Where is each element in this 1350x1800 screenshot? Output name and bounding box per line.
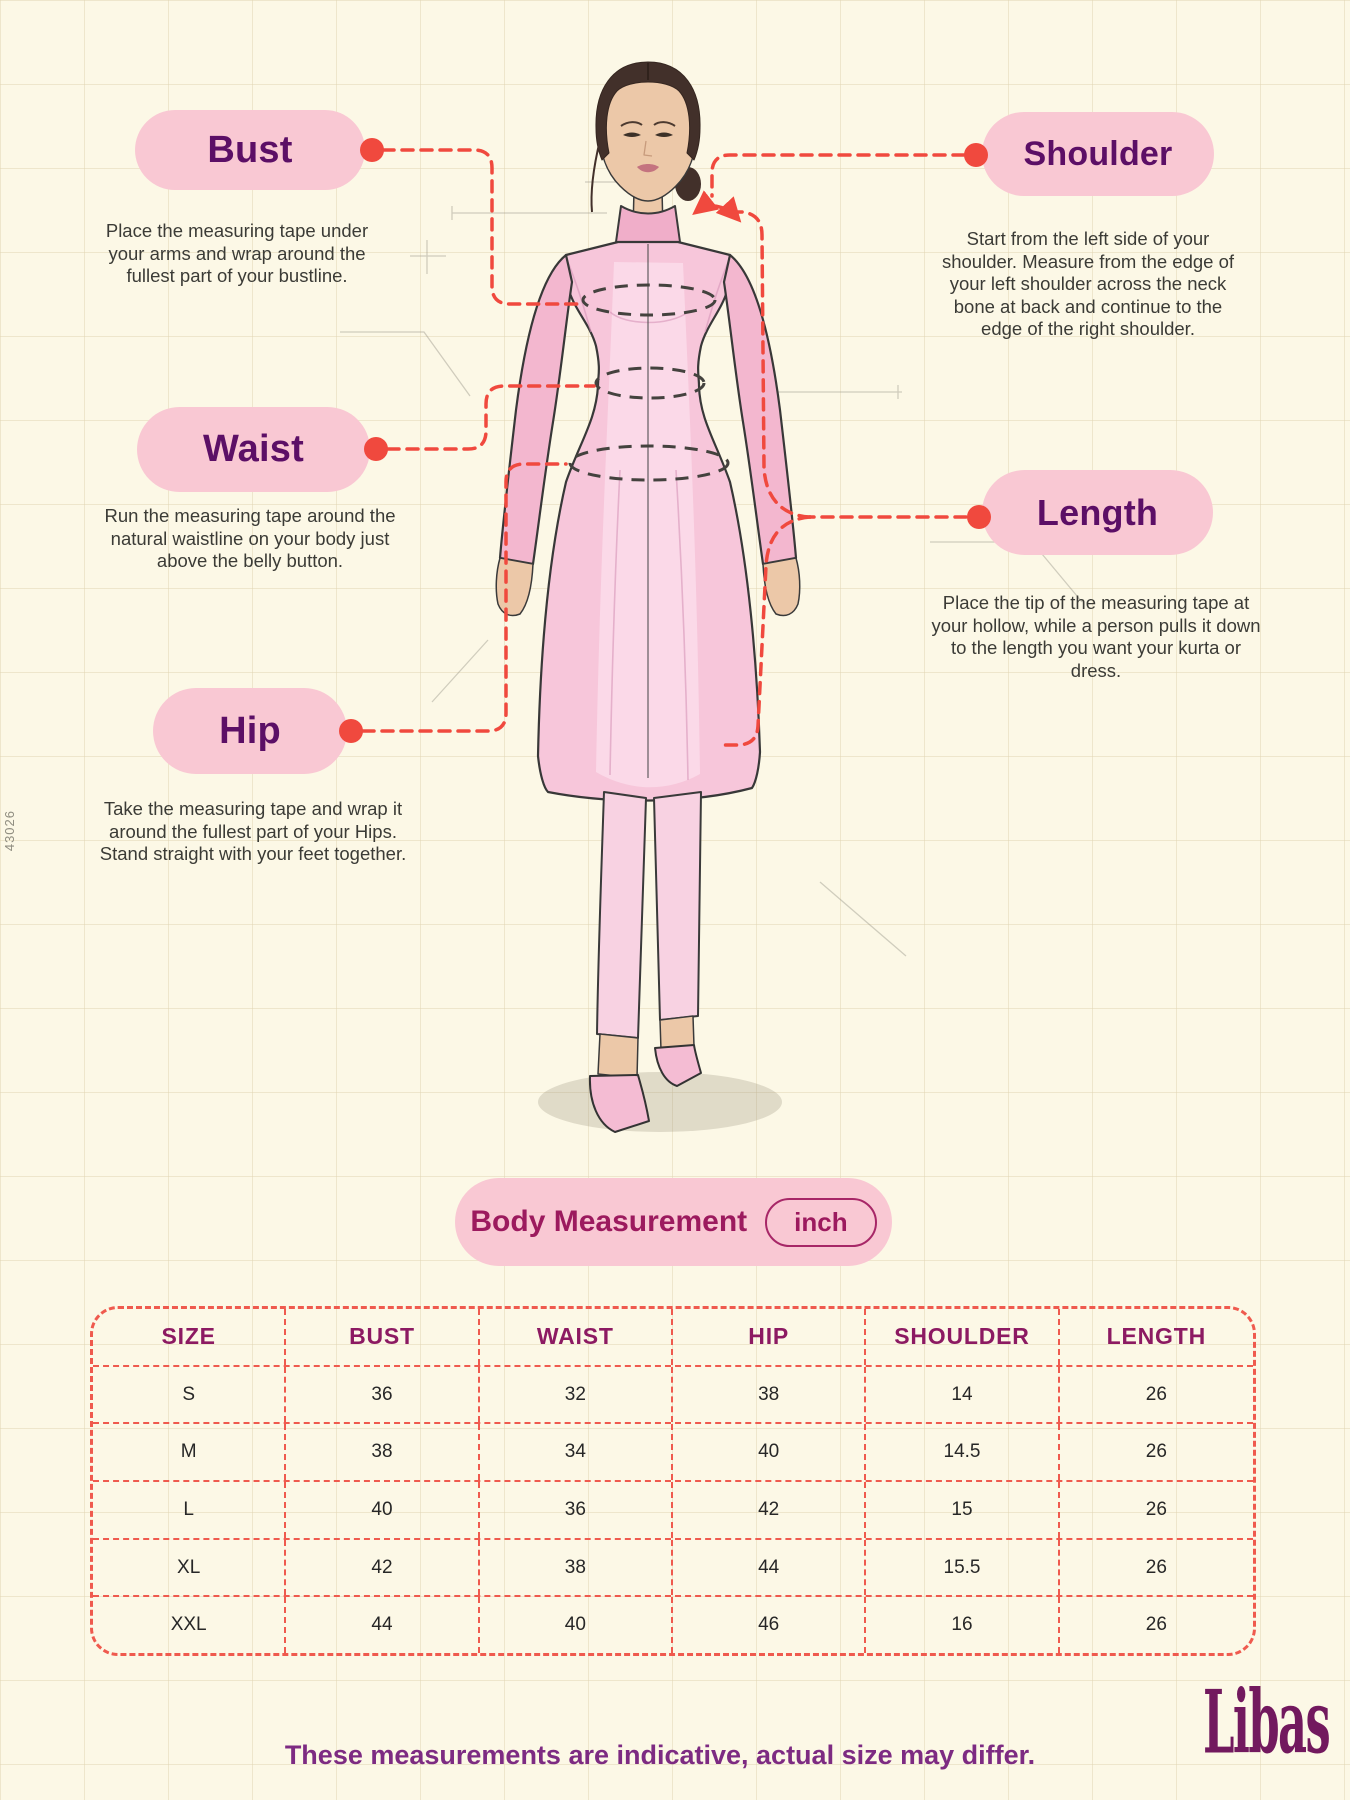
hip-ellipse (570, 446, 728, 480)
hip-description: Take the measuring tape and wrap it around the fullest part of your Hips. Stand straight with your feet together. (99, 798, 407, 865)
shoulder-connector-dot (964, 143, 988, 167)
shoulder-connector (712, 155, 964, 196)
length-brace-upper (720, 212, 810, 517)
table-cell: 42 (286, 1540, 479, 1596)
size-table-row (93, 1595, 1253, 1653)
waist-label-pill (137, 407, 370, 492)
body-measurement-title: Body Measurement (470, 1205, 748, 1238)
waist-connector-dot (364, 437, 388, 461)
table-cell: 26 (1145, 1441, 1167, 1463)
bust-ellipse (583, 285, 715, 315)
shoulder-arrow (696, 206, 738, 219)
table-cell: 36 (286, 1367, 479, 1423)
libas-logo: Libas (1203, 1672, 1330, 1775)
bust-connector-dot (360, 138, 384, 162)
length-label-pill (982, 470, 1213, 555)
table-cell: 34 (480, 1424, 673, 1480)
side-code: 43026 (2, 810, 17, 852)
table-cell: 15 (866, 1482, 1059, 1538)
fashion-figure (496, 62, 799, 1132)
table-cell: 38 (480, 1540, 673, 1596)
length-brace-lower (718, 517, 810, 745)
unit-toggle[interactable]: inch (765, 1198, 876, 1247)
table-cell: 44 (286, 1597, 479, 1653)
table-cell: XXL (93, 1597, 286, 1653)
size-table-row (93, 1480, 1253, 1538)
table-cell: 14 (866, 1367, 1059, 1423)
size-table-row (93, 1422, 1253, 1480)
table-cell: 26 (1145, 1614, 1167, 1636)
waist-connector (388, 386, 594, 449)
table-cell: 14.5 (866, 1424, 1059, 1480)
length-label: Length (1036, 491, 1159, 533)
table-cell: 38 (673, 1367, 866, 1423)
table-cell: 26 (1145, 1383, 1167, 1405)
connector-lines (363, 150, 966, 745)
table-cell: M (93, 1424, 286, 1480)
table-cell: 26 (1145, 1556, 1167, 1578)
size-table-row (93, 1365, 1253, 1423)
shoulder-description: Start from the left side of your shoulder. Measure from the edge of your left shoulder across the neck bone at back and continue to the edge of the right shoulder. (941, 228, 1235, 340)
shoulder-label: Shoulder (1023, 134, 1173, 173)
table-cell: 38 (286, 1424, 479, 1480)
length-connector-dot (967, 505, 991, 529)
waist-description: Run the measuring tape around the natural waistline on your body just above the belly button. (104, 505, 396, 572)
size-table-header-row (93, 1309, 1253, 1365)
bust-label: Bust (207, 128, 293, 171)
table-cell: 26 (1145, 1498, 1167, 1520)
table-cell: 36 (480, 1482, 673, 1538)
column-header: WAIST (480, 1309, 673, 1365)
size-table (90, 1306, 1256, 1656)
table-cell: 32 (480, 1367, 673, 1423)
column-header: HIP (673, 1309, 866, 1365)
table-cell: XL (93, 1540, 286, 1596)
body-measurement-banner (455, 1178, 892, 1266)
length-description: Place the tip of the measuring tape at your hollow, while a person pulls it down to the length you want your kurta or dress. (931, 592, 1261, 681)
table-cell: L (93, 1482, 286, 1538)
ground-shadow (538, 1072, 782, 1132)
disclaimer-note: These measurements are indicative, actual size may differ. (284, 1740, 1036, 1770)
waist-ellipse (596, 368, 704, 398)
column-header: SIZE (93, 1309, 286, 1365)
table-cell: S (93, 1367, 286, 1423)
hip-label-pill (153, 688, 347, 774)
column-header: LENGTH (1106, 1323, 1206, 1350)
column-header: BUST (286, 1309, 479, 1365)
bust-label-pill (135, 110, 365, 190)
table-cell: 40 (480, 1597, 673, 1653)
measurement-ellipses (570, 285, 728, 480)
table-cell: 40 (286, 1482, 479, 1538)
table-cell: 42 (673, 1482, 866, 1538)
column-header: SHOULDER (866, 1309, 1059, 1365)
bust-connector (383, 150, 584, 304)
bust-description: Place the measuring tape under your arms and wrap around the fullest part of your bustline. (105, 220, 369, 287)
table-cell: 15.5 (866, 1540, 1059, 1596)
size-table-row (93, 1538, 1253, 1596)
table-cell: 40 (673, 1424, 866, 1480)
table-cell: 44 (673, 1540, 866, 1596)
hip-connector-dot (339, 719, 363, 743)
shoulder-label-pill (982, 112, 1214, 196)
hip-label: Hip (219, 709, 281, 752)
waist-label: Waist (203, 428, 304, 470)
table-cell: 16 (866, 1597, 1059, 1653)
table-cell: 46 (673, 1597, 866, 1653)
